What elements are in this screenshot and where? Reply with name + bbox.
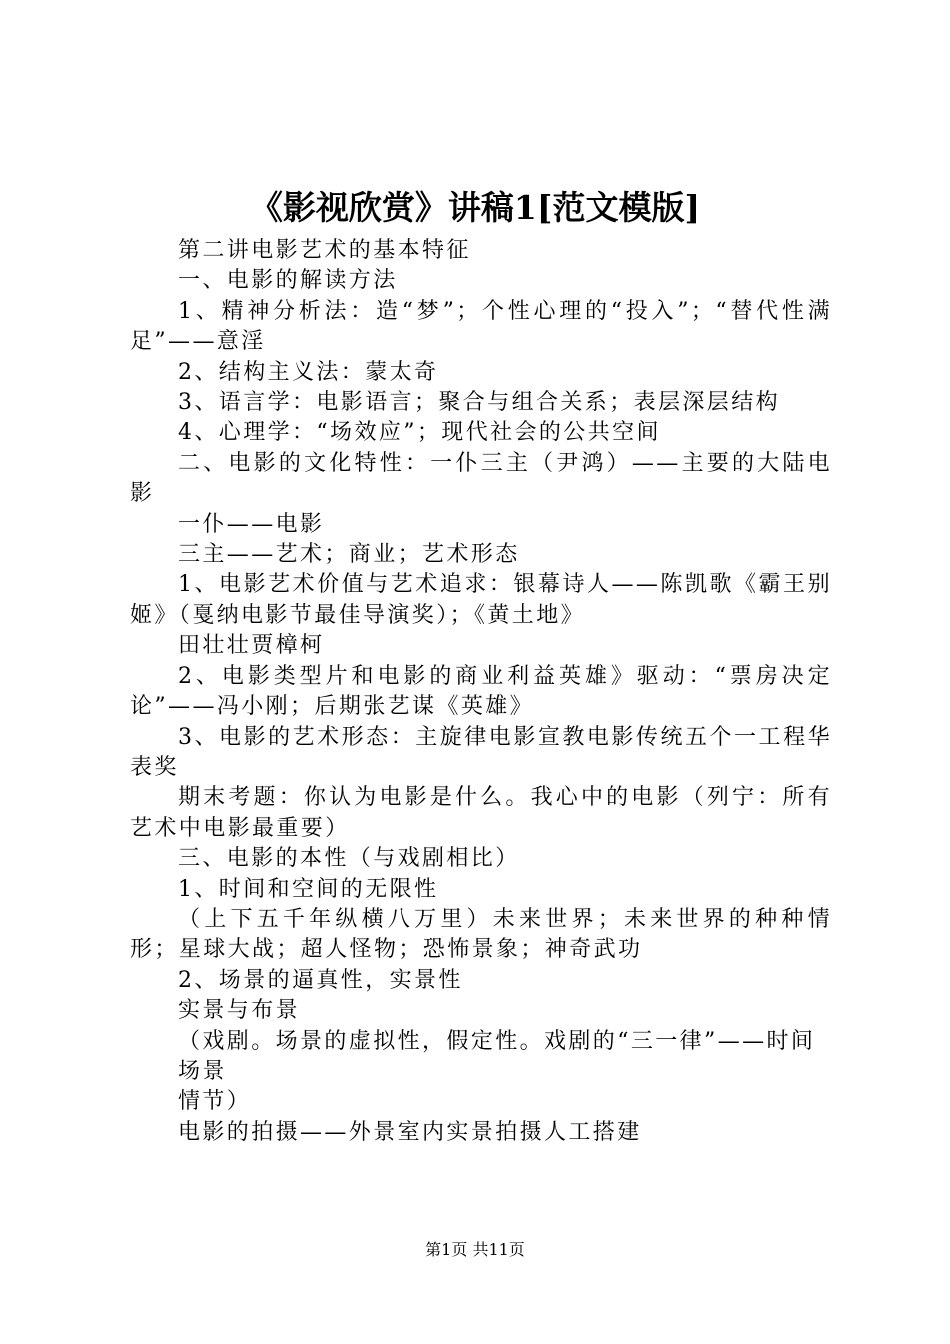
- paragraph: 2、场景的逼真性，实景性: [178, 967, 463, 993]
- paragraph: （戏剧。场景的虚拟性，假定性。戏剧的“三一律”——时间: [178, 1028, 816, 1054]
- paragraph: 三主——艺术；商业；艺术形态: [178, 542, 520, 568]
- paragraph: 情节）: [178, 1089, 252, 1115]
- paragraph: 三、电影的本性（与戏剧相比）: [178, 846, 520, 872]
- paragraph: 场景: [178, 1058, 227, 1084]
- document-body: [130, 236, 832, 1148]
- paragraph: 1、精神分析法：造“梦”；个性心理的“投入”；“替代性满足”——意淫: [130, 298, 832, 355]
- paragraph: （上下五千年纵横八万里）未来世界；未来世界的种种情形；星球大战；超人怪物；恐怖景象；神奇武功: [130, 906, 832, 963]
- paragraph: 一、电影的解读方法: [178, 268, 398, 294]
- document-title: 《影视欣赏》讲稿1[范文模版]: [249, 188, 701, 227]
- paragraph: 田壮壮贾樟柯: [178, 633, 325, 659]
- paragraph: 4、心理学：“场效应”；现代社会的公共空间: [178, 420, 661, 446]
- paragraph: 第二讲电影艺术的基本特征: [178, 238, 471, 263]
- paragraph: 2、结构主义法：蒙太奇: [178, 359, 439, 385]
- paragraph: 3、语言学：电影语言；聚合与组合关系；表层深层结构: [178, 390, 780, 416]
- paragraph: 1、电影艺术价值与艺术追求：银幕诗人——陈凯歌《霸王别姬》（戛纳电影节最佳导演奖）；《黄土地》: [130, 572, 832, 628]
- page-footer: 第1页 共11页: [425, 1240, 525, 1259]
- paragraph: 期末考题：你认为电影是什么。我心中的电影（列宁：所有艺术中电影最重要）: [130, 785, 832, 841]
- paragraph: 实景与布景: [178, 998, 301, 1024]
- paragraph: 二、电影的文化特性：一仆三主（尹鸿）——主要的大陆电影: [130, 450, 832, 507]
- paragraph: 3、电影的艺术形态：主旋律电影宣教电影传统五个一工程华表奖: [130, 724, 832, 780]
- paragraph: 1、时间和空间的无限性: [178, 876, 439, 902]
- paragraph: 一仆——电影: [178, 511, 325, 537]
- paragraph: 2、电影类型片和电影的商业利益英雄》驱动：“票房决定论”——冯小刚；后期张艺谋《英雄》: [130, 663, 832, 720]
- paragraph: 电影的拍摄——外景室内实景拍摄人工搭建: [178, 1119, 642, 1145]
